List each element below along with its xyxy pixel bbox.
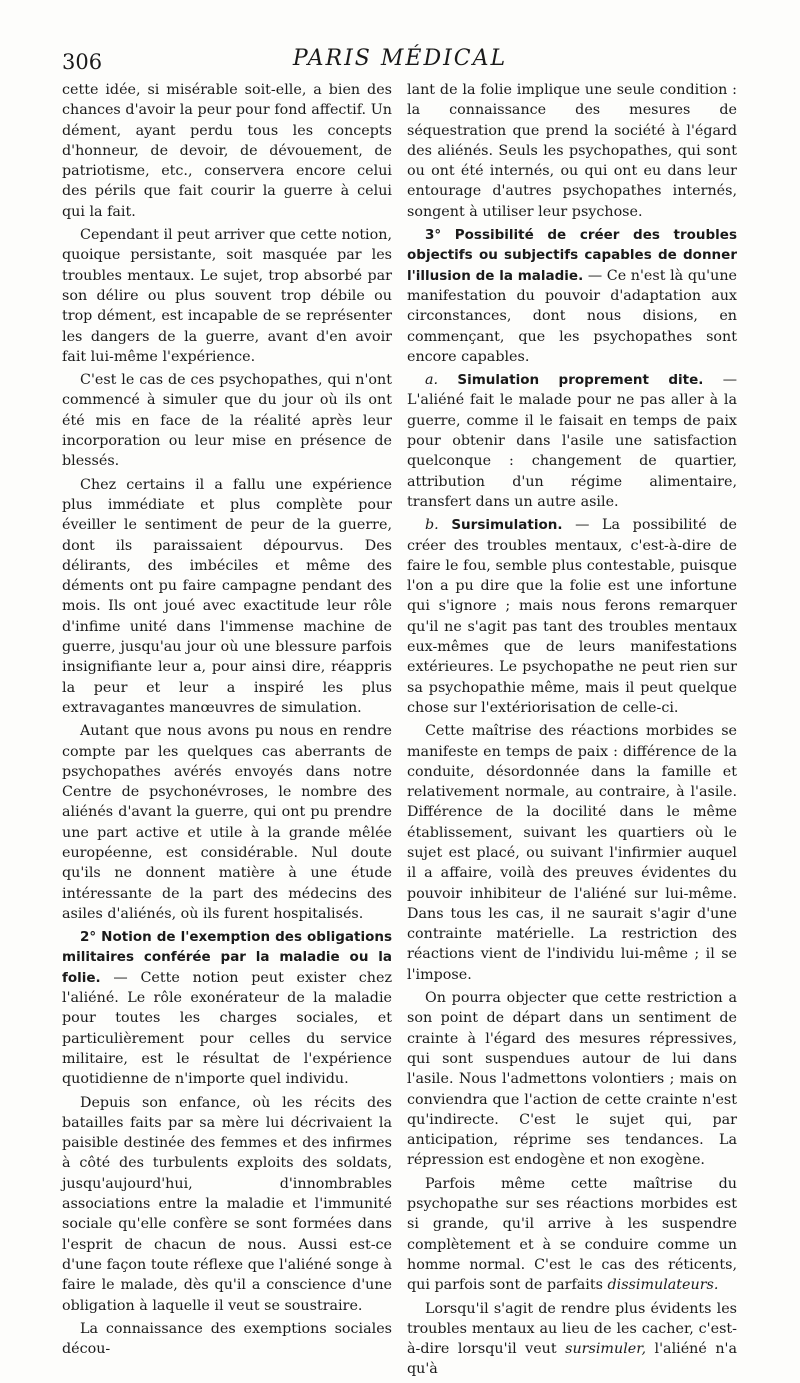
subsection-heading: Sursimulation. bbox=[451, 517, 563, 534]
paragraph: cette idée, si misérable soit-elle, a bien des chances d'avoir la peur pour fond affectif. Un dément, ayant perdu tous les concepts d'honneur, de devoir, de dévouement, de patriotisme, etc., conservera encore celui des périls que fait courir la guerre à celui qui la fait. bbox=[62, 82, 392, 220]
paragraph: Depuis son enfance, où les récits des batailles faits par sa mère lui décrivaient la paisible destinée des femmes et des infirmes à côté des turbulents exploits des soldats, jusqu'aujourd'hui, d'innombrables associations entre la maladie et l'immunité sociale qu'elle confère se sont formées dans l'esprit de chacun de nous. Aussi est-ce d'une façon toute réflexe que l'aliéné songe à faire le malade, dès qu'il a conscience d'une obligation à laquelle il veut se soustraire. bbox=[62, 1094, 392, 1314]
paragraph: C'est le cas de ces psychopathes, qui n'ont commencé à simuler que du jour où ils ont été mis en face de la réalité après leur incorporation ou leur mise en présence de blessés. bbox=[62, 372, 392, 470]
subsection-body: — La possibilité de créer des troubles mentaux, c'est-à-dire de faire le fou, semble plus contestable, puisque l'on a pu dire que la folie est une infortune qui s'ignore ; mais nous ferons remarquer qu'il ne s'agit pas tant des troubles mentaux eux-mêmes que de leurs manifestations extérieures. Le psychopathe ne peut rien sur sa psychopathie même, mais il peut quelque chose sur l'extériorisation de celle-ci. bbox=[407, 517, 737, 716]
paragraph: Chez certains il a fallu une expérience plus immédiate et plus complète pour éveiller le sentiment de peur de la guerre, dont ils paraissaient dépourvus. Des délirants, des imbéciles et même des déments ont pu faire campagne pendant des mois. Ils ont joué avec exactitude leur rôle d'infime unité dans l'immense machine de guerre, jusqu'au jour où une blessure parfois insignifiante leur a, pour ainsi dire, réappris la peur et leur a inspiré les plus extravagantes manœuvres de simulation. bbox=[62, 476, 392, 716]
subsection-letter: a. bbox=[425, 372, 439, 389]
paragraph: On pourra objecter que cette restriction a son point de départ dans un sentiment de crainte à l'égard des mesures répressives, qui sont suspendues autour de lui dans l'asile. Nous l'admettons volontiers ; mais on conviendra que l'action de cette crainte n'est qu'indirecte. C'est le sujet qui, par anticipation, réprime ses tendances. La répression est endogène et non exogène. bbox=[407, 990, 737, 1169]
paragraph: La connaissance des exemptions sociales décou- bbox=[62, 1320, 392, 1358]
section-2-paragraph bbox=[62, 927, 392, 1089]
italic-term: sursimuler, bbox=[565, 1341, 647, 1358]
subsection-a-paragraph bbox=[407, 370, 737, 512]
section-3-paragraph bbox=[407, 225, 737, 367]
section-body: — Cette notion peut exister chez l'aliéné. Le rôle exonérateur de la maladie pour toutes les charges sociales, et particulièrement pour celles du service militaire, est le résultat de l'expérience quotidienne de n'importe quel individu. bbox=[62, 969, 392, 1088]
subsection-letter: b. bbox=[425, 517, 439, 534]
section-heading: 2° Notion de l'exemption des obligations militaires conférée par la maladie ou la folie. bbox=[62, 929, 392, 986]
page-header bbox=[62, 44, 738, 78]
journal-title: PARIS MÉDICAL bbox=[292, 46, 508, 71]
subsection-body: — L'aliéné fait le malade pour ne pas aller à la guerre, comme il le faisait en temps de paix pour obtenir dans l'asile une satisfaction quelconque : changement de quartier, attribution d'un régime alimentaire, transfert dans un autre asile. bbox=[407, 372, 737, 510]
paragraph bbox=[407, 1299, 737, 1380]
paragraph: Cependant il peut arriver que cette notion, quoique persistante, soit masquée par les troubles mentaux. Le sujet, trop absorbé par son délire ou plus souvent trop débile ou trop dément, est incapable de se représenter les dangers de la guerre, avant d'en avoir fait lui-même l'expérience. bbox=[62, 227, 392, 365]
paragraph: Autant que nous avons pu nous en rendre compte par les quelques cas aberrants de psychopathes avérés envoyés dans notre Centre de psychonévroses, le nombre des aliénés d'avant la guerre, qui ont pu prendre une part active et utile à la grande mêlée européenne, est considérable. Nul doute qu'ils ne donnent matière à une étude intéressante de la part des médecins des asiles d'aliénés, où ils furent hospitalisés. bbox=[62, 723, 392, 922]
paragraph-text: Parfois même cette maîtrise du psychopathe sur ses réactions morbides est si grande, qu'il arrive à les suspendre complètement et à se conduire comme un homme normal. C'est le cas des réticents, qui parfois sont de parfaits bbox=[407, 1175, 737, 1294]
right-column bbox=[407, 80, 737, 1383]
left-column bbox=[62, 80, 392, 1362]
subsection-b-paragraph bbox=[407, 515, 737, 718]
paragraph: Cette maîtrise des réactions morbides se manifeste en temps de paix : différence de la conduite, désordonnée dans la famille et relativement normale, au contraire, à l'asile. Différence de la docilité dans le même établissement, suivant les quartiers où le sujet est placé, ou suivant l'infirmier auquel il a affaire, voilà des preuves évidentes du pouvoir inhibiteur de l'aliéné sur lui-même. Dans tous les cas, il ne saurait s'agir d'une contrainte matérielle. La restriction des réactions vient de l'individu lui-même ; il se l'impose. bbox=[407, 723, 737, 983]
paragraph-text: Lorsqu'il s'agit de rendre plus évidents les troubles mentaux au lieu de les cacher, c'est-à-dire lorsqu'il veut bbox=[407, 1300, 737, 1358]
section-body: — Ce n'est là qu'une manifestation du pouvoir d'adaptation aux circonstances, dont nous disions, en commençant, que les psychopathes sont encore capables. bbox=[407, 267, 737, 365]
paragraph-text: l'aliéné n'a qu'à bbox=[407, 1341, 737, 1378]
paragraph: lant de la folie implique une seule condition : la connaissance des mesures de séquestration que prend la société à l'égard des aliénés. Seuls les psychopathes, qui sont ou ont été internés, ou qui ont eu dans leur entourage d'autres psychopathes internés, songent à utiliser leur psychose. bbox=[407, 82, 737, 220]
italic-term: dissimulateurs. bbox=[607, 1277, 719, 1294]
subsection-heading: Simulation proprement dite. bbox=[457, 372, 704, 389]
section-heading: 3° Possibilité de créer des troubles objectifs ou subjectifs capables de donner l'illusion de la maladie. bbox=[407, 227, 737, 284]
page-number: 306 bbox=[62, 50, 103, 74]
paragraph bbox=[407, 1174, 737, 1296]
